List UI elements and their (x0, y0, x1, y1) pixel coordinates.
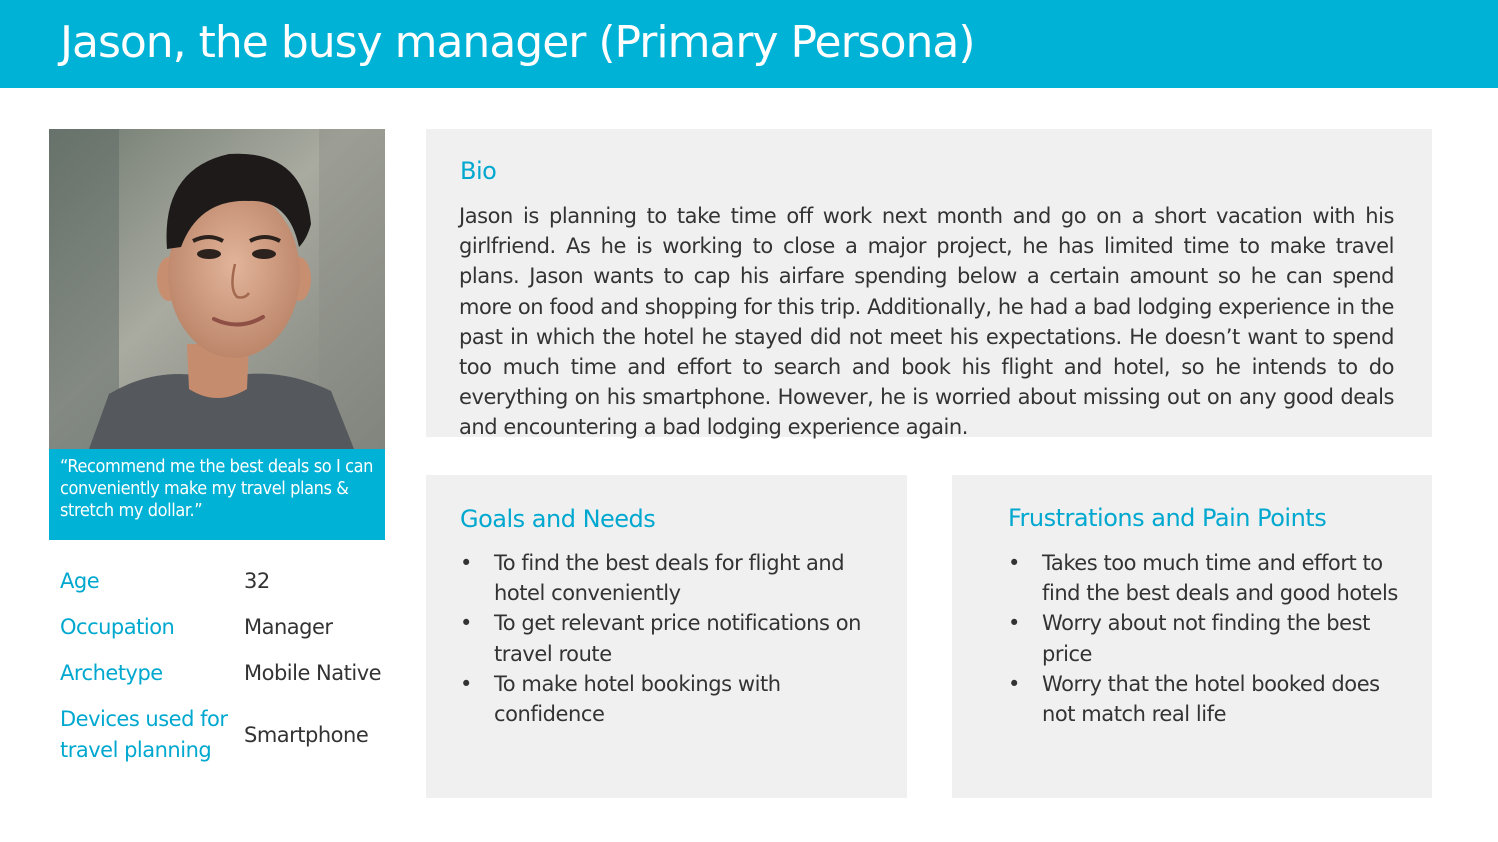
bio-heading: Bio (460, 157, 497, 185)
goals-list (460, 548, 870, 729)
frustrations-heading: Frustrations and Pain Points (1008, 504, 1327, 532)
age-label: Age (60, 569, 100, 593)
list-item: • Takes too much time and effort to find the best deals and good hotels (1008, 548, 1398, 608)
bio-text: Jason is planning to take time off work next month and go on a short vacation with his girlfriend. As he is working to close a major project, he has limited time to make travel plans. Jason wants to cap his airfare spending below a certain amount so he can spend more on food and shopping for this trip. Additionally, he had a bad lodging experience in the past in which the hotel he stayed did not meet his expectations. He doesn’t want to spend too much time and effort to search and book his flight and hotel, so he intends to do everything on his smartphone. However, he is worried about missing out on any good deals and encountering a bad lodging experience again. (459, 204, 1394, 440)
bullet-icon: • (1008, 671, 1020, 696)
persona-quote-box (49, 449, 385, 540)
archetype-value: Mobile Native (244, 661, 382, 685)
occupation-label: Occupation (60, 615, 175, 639)
archetype-label: Archetype (60, 661, 163, 685)
age-value: 32 (244, 569, 270, 593)
list-item: • To make hotel bookings with confidence (460, 669, 870, 729)
goals-heading: Goals and Needs (460, 505, 656, 533)
bullet-icon: • (460, 611, 472, 636)
bullet-icon: • (1008, 551, 1020, 575)
persona-photo (49, 129, 385, 449)
devices-value: Smartphone (244, 723, 369, 747)
goals-card (426, 475, 907, 798)
frustrations-card (952, 475, 1432, 798)
occupation-value: Manager (244, 615, 333, 639)
bullet-icon: • (460, 671, 472, 696)
header-banner (0, 0, 1498, 88)
list-item: • Worry that the hotel booked does not match real life (1008, 669, 1398, 729)
devices-label: Devices used for travel planning (60, 707, 228, 762)
bio-card (426, 129, 1432, 440)
list-item: • To find the best deals for flight and hotel conveniently (460, 548, 870, 608)
frustrations-list (1008, 548, 1398, 729)
bullet-icon: • (460, 551, 472, 575)
bullet-icon: • (1008, 611, 1020, 636)
page-title: Jason, the busy manager (Primary Persona) (60, 17, 975, 68)
list-item: • Worry about not finding the best price (1008, 608, 1398, 668)
persona-portrait-illustration (49, 129, 385, 449)
persona-quote: “Recommend me the best deals so I can conveniently make my travel plans & stretch my dollar.” (60, 456, 373, 521)
list-item: • To get relevant price notifications on travel route (460, 608, 870, 668)
